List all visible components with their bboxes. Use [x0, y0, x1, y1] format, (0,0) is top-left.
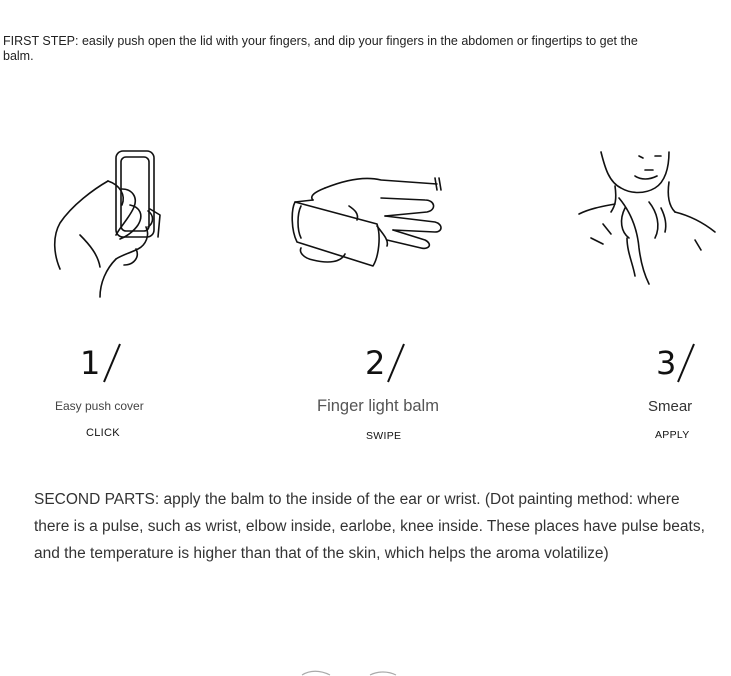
- step-2-label: Finger light balm: [317, 397, 439, 415]
- step-1-action: CLICK: [86, 427, 120, 439]
- second-parts-text: SECOND PARTS: apply the balm to the inside of the ear or wrist. (Dot painting method: where there is a pulse, such as wrist, elbow inside, earlobe, knee inside. These places have pulse beats, and the temperature is higher than that of the skin, which helps the aroma volatilize): [34, 491, 705, 562]
- step-2-action: SWIPE: [366, 430, 402, 442]
- step-1-label: Easy push cover: [55, 399, 144, 413]
- step-3-label: Smear: [648, 398, 693, 415]
- step-2-slash: [384, 342, 408, 384]
- hand-holding-balm-illustration: [50, 145, 170, 300]
- first-step-text: FIRST STEP: easily push open the lid with your fingers, and dip your fingers in the abdomen or fingertips to get the balm.: [3, 34, 638, 63]
- step-1-slash: [100, 342, 124, 384]
- step-3-slash: [674, 342, 698, 384]
- apply-to-neck-illustration: [575, 148, 720, 288]
- step-2-number: 2: [365, 344, 386, 382]
- step-1-number: 1: [80, 344, 101, 382]
- partial-bottom-mark: [300, 670, 400, 676]
- step-3-number: 3: [656, 344, 677, 382]
- finger-swipe-illustration: [285, 170, 460, 275]
- step-3-action: APPLY: [655, 429, 690, 441]
